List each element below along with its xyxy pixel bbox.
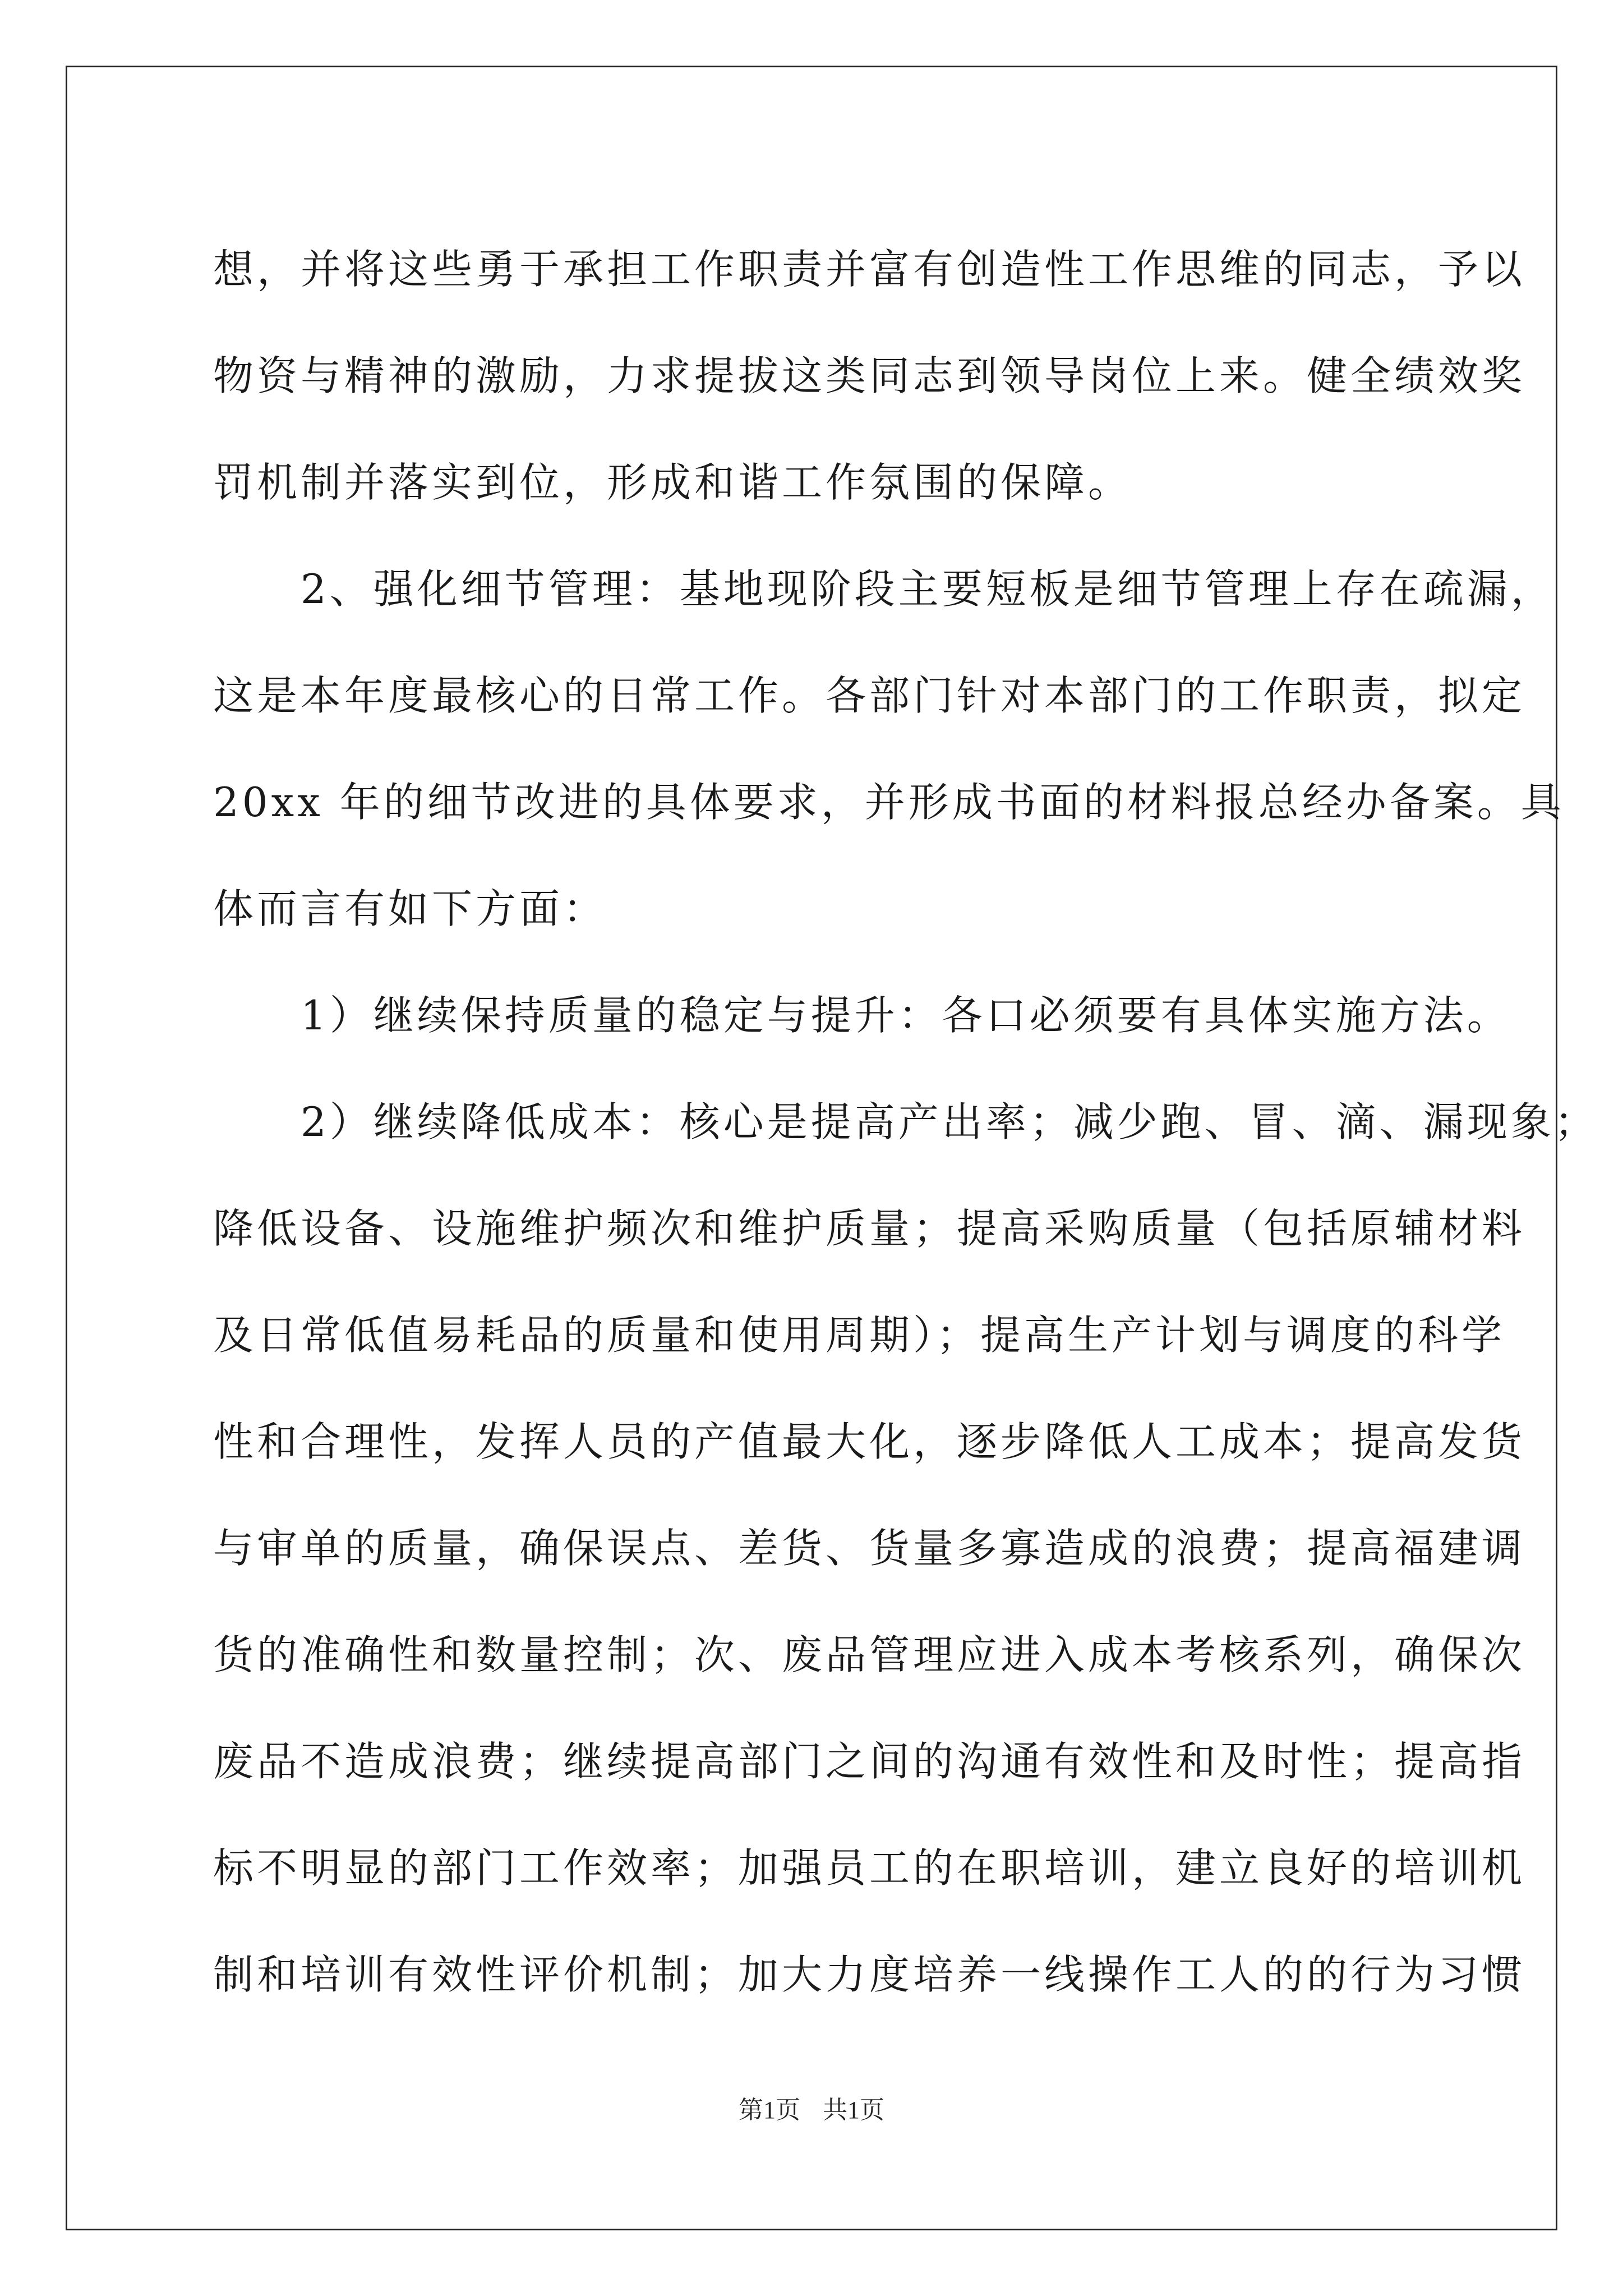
text-line: 降低设备、设施维护频次和维护质量；提高采购质量（包括原辅材料 — [213, 1205, 1526, 1252]
paragraph-incentives — [213, 216, 1526, 536]
text-line: 性和合理性，发挥人员的产值最大化，逐步降低人工成本；提高发货 — [213, 1418, 1526, 1465]
document-body — [213, 216, 1598, 2028]
text-line: 20xx 年的细节改进的具体要求，并形成书面的材料报总经办备案。具 — [213, 779, 1565, 826]
text-line: 与审单的质量，确保误点、差货、货量多寡造成的浪费；提高福建调 — [213, 1525, 1526, 1572]
text-line: 2）继续降低成本：核心是提高产出率；减少跑、冒、滴、漏现象； — [213, 1098, 1598, 1145]
text-line: 1）继续保持质量的稳定与提升：各口必须要有具体实施方法。 — [213, 992, 1511, 1039]
page-count: 共1页 — [823, 2096, 884, 2124]
text-line: 废品不造成浪费；继续提高部门之间的沟通有效性和及时性；提高指 — [213, 1738, 1526, 1785]
text-line: 这是本年度最核心的日常工作。各部门针对本部门的工作职责，拟定 — [213, 672, 1526, 719]
page-footer — [0, 2090, 1623, 2125]
text-line: 体而言有如下方面： — [213, 885, 607, 932]
paragraph-cost-reduction — [213, 1069, 1598, 2028]
text-line: 制和培训有效性评价机制；加大力度培养一线操作工人的的行为习惯 — [213, 1951, 1526, 1998]
text-line: 罚机制并落实到位，形成和谐工作氛围的保障。 — [213, 459, 1132, 506]
text-line: 货的准确性和数量控制；次、废品管理应进入成本考核系列，确保次 — [213, 1631, 1526, 1678]
text-line: 想，并将这些勇于承担工作职责并富有创造性工作思维的同志，予以 — [213, 246, 1526, 293]
text-line: 物资与精神的激励，力求提拔这类同志到领导岗位上来。健全绩效奖 — [213, 352, 1526, 399]
paragraph-quality — [213, 962, 1511, 1069]
page-number: 第1页 — [739, 2096, 800, 2124]
text-line: 标不明显的部门工作效率；加强员工的在职培训，建立良好的培训机 — [213, 1844, 1526, 1892]
paragraph-detail-management — [213, 536, 1565, 962]
text-line: 及日常低值易耗品的质量和使用周期）；提高生产计划与调度的科学 — [213, 1312, 1506, 1359]
text-line: 2、强化细节管理：基地现阶段主要短板是细节管理上存在疏漏， — [213, 565, 1555, 613]
